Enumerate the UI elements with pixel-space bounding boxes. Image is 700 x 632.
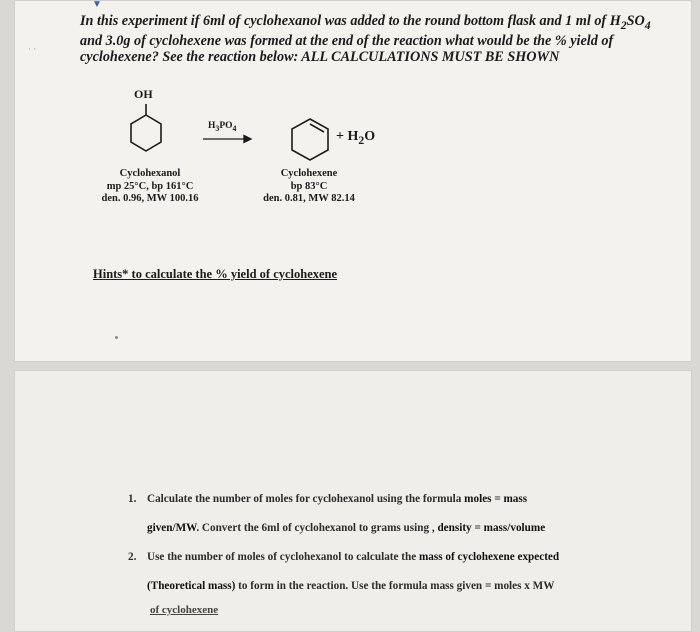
- step-2-continuation: of cyclohexene: [150, 604, 219, 616]
- hints-heading: Hints* to calculate the % yield of cyclohexene: [93, 267, 338, 281]
- cyclohexanol-structure: [131, 104, 161, 151]
- cyclohexene-structure: [292, 119, 328, 160]
- margin-mark: · ·: [28, 44, 37, 54]
- product-density-mw: den. 0.81, MW 82.14: [263, 193, 355, 204]
- catalyst-label: $H_3PO_4$: [208, 121, 237, 133]
- step-2: 2. Use the number of moles of cyclohexanol to calculate the mass of cyclohexene expected (Theoretical mass) to form in the reaction. Use the formula mass given = moles x MW: [128, 551, 560, 592]
- reactant-info: [80, 168, 220, 206]
- hydroxyl-label: OH: [134, 87, 153, 101]
- water-byproduct: + $H_2O$: [336, 129, 376, 147]
- question-text: In this experiment if 6ml of cyclohexanol was added to the round bottom flask and 1 ml of $H_2SO_4$ and 3.0g of cyclohexene was formed at the end of the reaction what would be the % yield of cyclohexene? See the reaction below: ALL CALCULATIONS MUST BE SHOWN: [80, 13, 651, 65]
- product-bp: bp 83°C: [290, 180, 328, 192]
- product-info: [250, 168, 368, 206]
- reactant-mp-bp: mp 25°C, bp 161°C: [106, 180, 194, 192]
- stray-dot: [115, 336, 118, 339]
- hint-steps: [128, 485, 648, 601]
- scroll-arrow-icon: ▼: [92, 0, 102, 10]
- reactant-name: Cyclohexanol: [119, 168, 181, 179]
- reactant-density-mw: den. 0.96, MW 100.16: [101, 193, 199, 204]
- step-1: 1. Calculate the number of moles for cyclohexanol using the formula moles = mass given/MW. Convert the 6ml of cyclohexanol to grams using , density = mass/volume: [128, 493, 546, 534]
- product-name: Cyclohexene: [280, 168, 338, 179]
- reaction-arrow: [203, 136, 251, 143]
